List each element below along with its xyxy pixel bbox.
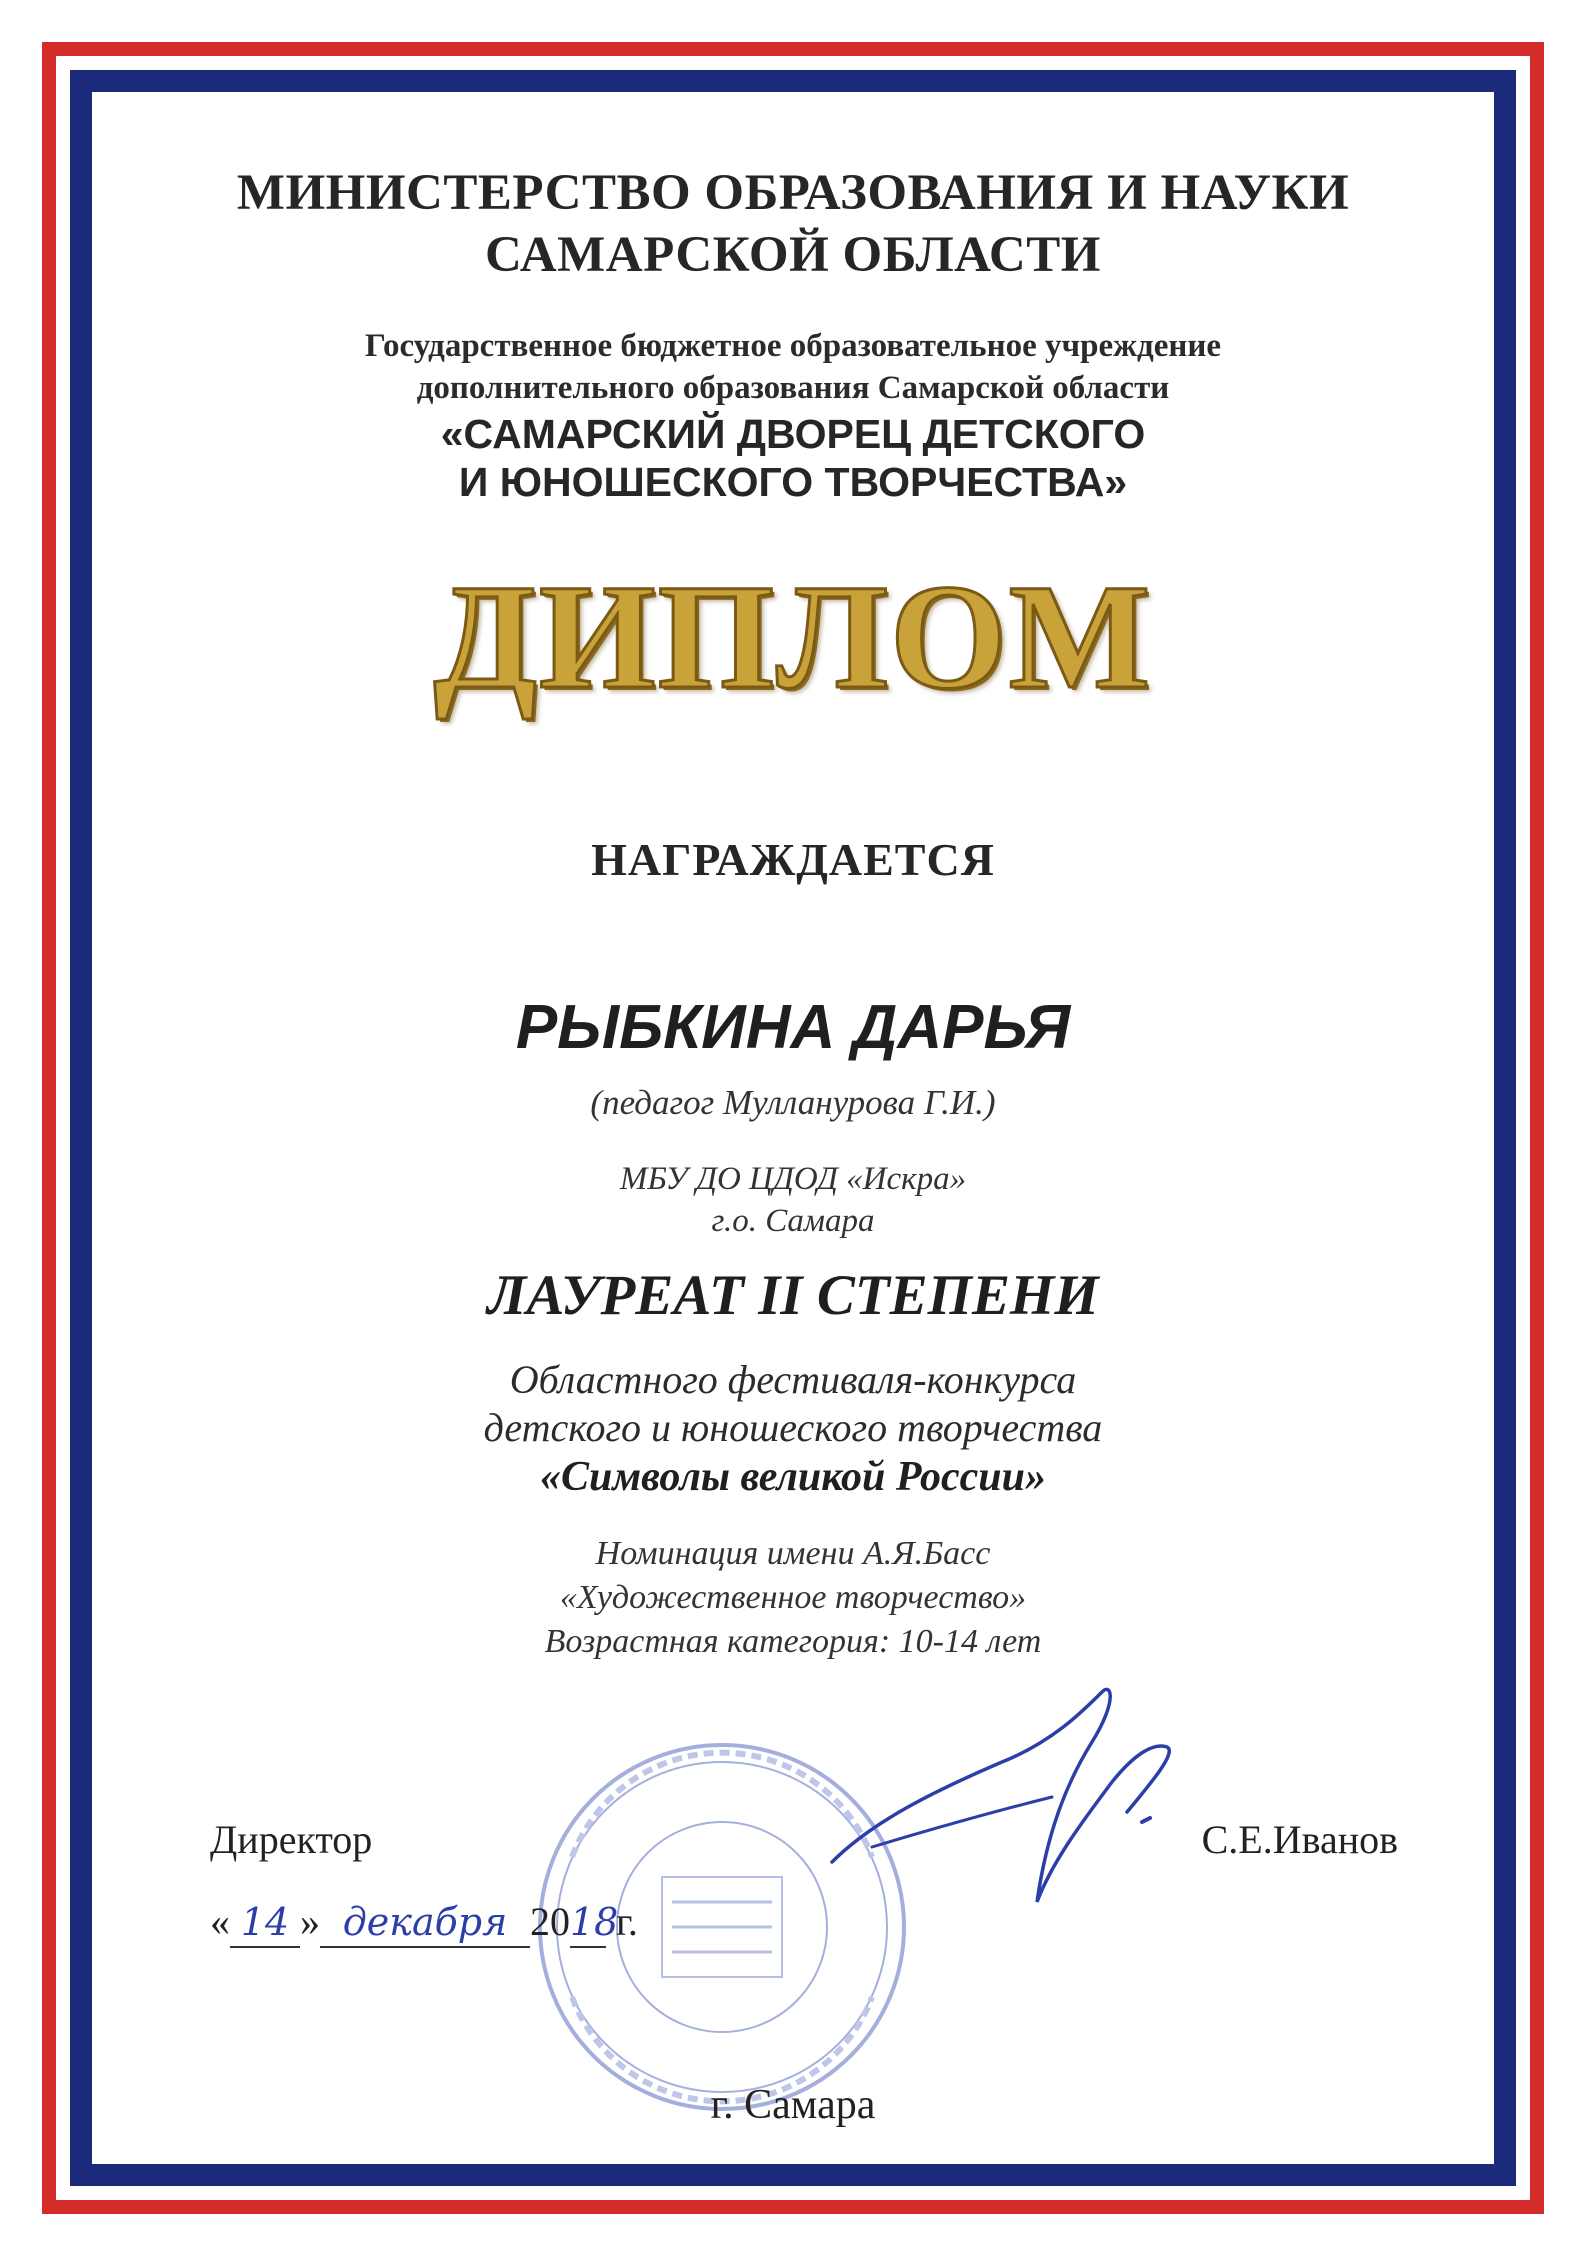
ministry-heading [92,162,1494,286]
date-year-prefix: 20 [530,1899,570,1944]
date-day: 14 [230,1898,300,1948]
festival-line-1: Областного фестиваля-конкурса [509,1357,1077,1402]
org-line-1: МБУ ДО ЦДОД «Искра» [619,1161,967,1197]
palace-line-1: «САМАРСКИЙ ДВОРЕЦ ДЕТСКОГО [440,411,1146,457]
nomination-block [92,1532,1494,1664]
date-month: декабря [320,1898,530,1948]
ministry-line-2: САМАРСКОЙ ОБЛАСТИ [485,227,1101,283]
issue-date [210,1898,638,1948]
date-open-quote: « [210,1899,230,1944]
institution-heading [92,325,1494,409]
city-label: г. Самара [710,2082,876,2128]
nomination-line-1: Номинация имени А.Я.Басс [595,1535,991,1572]
palace-heading [92,410,1494,506]
festival-line-2: детского и юношеского творчества [483,1405,1103,1450]
ministry-line-1: МИНИСТЕРСТВО ОБРАЗОВАНИЯ И НАУКИ [236,165,1350,221]
director-label: Директор [210,1817,373,1862]
recipient-organization [92,1158,1494,1242]
director-name: С.Е.Иванов [1201,1817,1398,1862]
date-year-unit: г. [616,1899,638,1944]
recipient-name: РЫБКИНА ДАРЬЯ [515,993,1071,1062]
diploma-title: ДИПЛОМ [433,554,1153,720]
institution-line-1: Государственное бюджетное образовательное учреждение [364,328,1222,364]
awarded-label: НАГРАЖДАЕТСЯ [591,834,995,885]
festival-description [92,1356,1494,1452]
date-year-suffix: 18 [570,1898,606,1948]
teacher-name: (педагог Мулланурова Г.И.) [590,1083,996,1122]
festival-name: «Символы великой России» [540,1454,1046,1500]
signature-icon [812,1672,1212,1952]
date-close-quote: » [300,1899,320,1944]
palace-line-2: И ЮНОШЕСКОГО ТВОРЧЕСТВА» [458,459,1128,505]
nomination-line-3: Возрастная категория: 10-14 лет [544,1623,1042,1660]
org-line-2: г.о. Самара [711,1203,875,1239]
diploma-content [92,92,1494,2164]
institution-line-2: дополнительного образования Самарской области [416,370,1170,406]
nomination-line-2: «Художественное творчество» [559,1579,1027,1616]
laureate-degree: ЛАУРЕАТ II СТЕПЕНИ [487,1264,1099,1327]
